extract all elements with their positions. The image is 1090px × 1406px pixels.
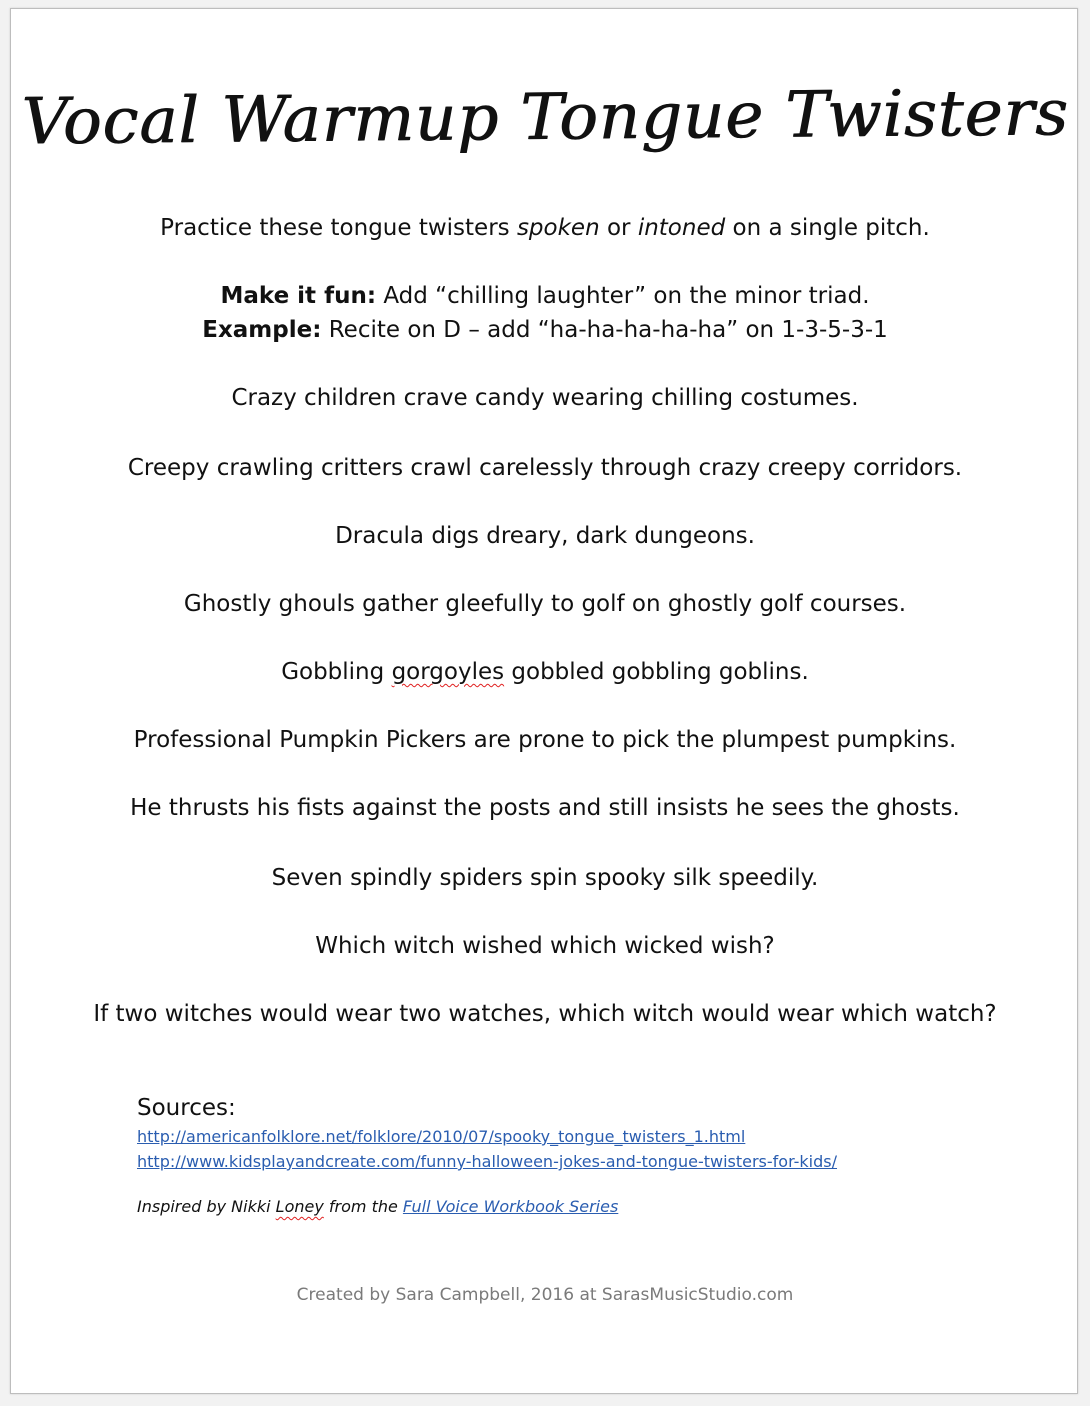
tongue-twister: If two witches would wear two watches, which witch would wear which watch? [93, 1001, 997, 1027]
sources-heading: Sources: [137, 1095, 236, 1121]
twister-text: Gobbling [281, 659, 392, 685]
example-label: Example: [202, 317, 322, 343]
tongue-twister [11, 659, 1079, 685]
tongue-twister: He thrusts his fists against the posts and still insists he sees the ghosts. [130, 795, 960, 821]
source-link[interactable]: http://www.kidsplayandcreate.com/funny-halloween-jokes-and-tongue-twisters-for-kids/ [137, 1152, 837, 1171]
tongue-twister: Professional Pumpkin Pickers are prone to pick the plumpest pumpkins. [133, 727, 957, 753]
example-text: Recite on D – add “ha-ha-ha-ha-ha” on 1-3-5-3-1 [321, 317, 888, 343]
misspelled-word[interactable]: gorgoyles [391, 659, 505, 685]
intro-text: on a single pitch. [725, 215, 930, 241]
workbook-series-link[interactable]: Full Voice Workbook Series [402, 1197, 619, 1216]
twister-text: gobbled gobbling goblins. [504, 659, 809, 685]
inspired-text: Inspired by Nikki [137, 1197, 276, 1216]
intro-text: Practice these tongue twisters [160, 215, 517, 241]
tongue-twister: Crazy children crave candy wearing chilling costumes. [231, 385, 859, 411]
source-link[interactable]: http://americanfolklore.net/folklore/2010/07/spooky_tongue_twisters_1.html [137, 1127, 746, 1146]
inspired-credit [137, 1197, 618, 1216]
document-page [10, 8, 1078, 1394]
misspelled-word[interactable]: Loney [275, 1197, 324, 1216]
tongue-twister: Creepy crawling critters crawl carelessly through crazy creepy corridors. [127, 455, 963, 481]
tongue-twister: Seven spindly spiders spin spooky silk speedily. [271, 865, 819, 891]
page-title: Vocal Warmup Tongue Twisters [21, 76, 1069, 160]
tongue-twister: Ghostly ghouls gather gleefully to golf on ghostly golf courses. [183, 591, 907, 617]
inspired-text: from the [323, 1197, 403, 1216]
intro-text: or [599, 215, 638, 241]
tongue-twister: Dracula digs dreary, dark dungeons. [335, 523, 755, 549]
make-it-fun-line [11, 283, 1079, 309]
example-line [11, 317, 1079, 343]
tongue-twister: Which witch wished which wicked wish? [315, 933, 775, 959]
make-it-fun-text: Add “chilling laughter” on the minor triad. [376, 283, 870, 309]
footer-credit: Created by Sara Campbell, 2016 at SarasMusicStudio.com [296, 1285, 794, 1305]
intro-line [11, 215, 1079, 241]
intro-emphasis-spoken: spoken [516, 215, 600, 241]
intro-emphasis-intoned: intoned [637, 215, 726, 241]
make-it-fun-label: Make it fun: [220, 283, 377, 309]
